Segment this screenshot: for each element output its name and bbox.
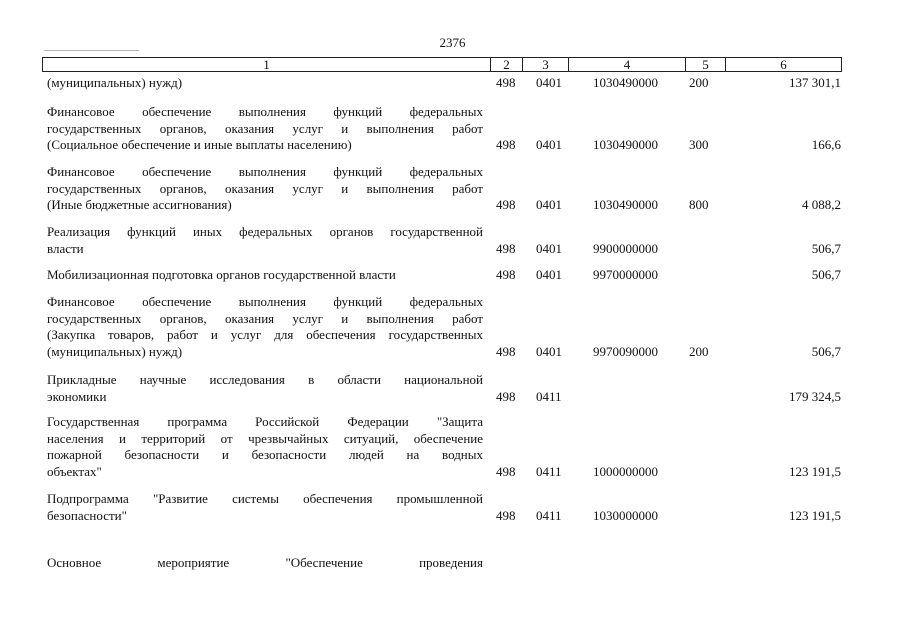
cell-target-article: 9970090000 <box>593 343 658 359</box>
cell-expense-type: 300 <box>689 137 709 152</box>
cell-amount: 506,7 <box>811 267 841 282</box>
cell-expense-type: 200 <box>689 75 709 90</box>
cell-section: 0401 <box>536 267 562 282</box>
description-line: государственных органов, оказания услуг и выполнения работ <box>47 310 483 326</box>
description-line: Прикладные научные исследования в области национальной <box>47 372 483 387</box>
cell-target-article: 1030490000 <box>593 197 658 212</box>
cell-section: 0401 <box>536 197 562 212</box>
description-line: (Социальное обеспечение и иные выплаты населению) <box>47 137 352 152</box>
description-line: пожарной безопасности и безопасности людей на водных <box>47 447 483 462</box>
table-row <box>0 555 905 572</box>
cell-section: 0401 <box>536 343 562 359</box>
row-description <box>47 372 483 405</box>
cell-amount: 137 301,1 <box>789 75 841 90</box>
row-description <box>47 294 483 360</box>
header-col-5: 5 <box>685 58 725 71</box>
cell-grbs: 498 <box>496 240 516 256</box>
cell-grbs: 498 <box>496 197 516 212</box>
description-line: (муниципальных) нужд) <box>47 75 183 90</box>
row-description <box>47 267 483 284</box>
cell-grbs: 498 <box>496 343 516 359</box>
table-row <box>0 164 905 214</box>
cell-expense-type: 800 <box>689 197 709 212</box>
row-description <box>47 164 483 214</box>
cell-amount: 123 191,5 <box>789 507 841 523</box>
description-line: Мобилизационная подготовка органов государственной власти <box>47 267 396 282</box>
cell-section: 0401 <box>536 75 562 90</box>
cell-amount: 506,7 <box>811 240 841 256</box>
cell-target-article: 9900000000 <box>593 240 658 256</box>
table-row <box>0 104 905 154</box>
description-line: Реализация функций иных федеральных органов государственной <box>47 224 483 239</box>
row-description <box>47 414 483 480</box>
cell-grbs: 498 <box>496 267 516 282</box>
cell-amount: 179 324,5 <box>789 388 841 404</box>
row-description <box>47 104 483 154</box>
description-line: Финансовое обеспечение выполнения функций федеральных <box>47 294 483 309</box>
cell-amount: 4 088,2 <box>802 197 841 212</box>
cell-section: 0401 <box>536 137 562 152</box>
table-row <box>0 75 905 92</box>
cell-section: 0411 <box>536 388 562 404</box>
table-row <box>0 372 905 405</box>
cell-grbs: 498 <box>496 137 516 152</box>
description-line: (муниципальных) нужд) <box>47 343 183 359</box>
cell-target-article: 1030490000 <box>593 137 658 152</box>
row-description <box>47 491 483 524</box>
cell-target-article: 9970000000 <box>593 267 658 282</box>
description-line: экономики <box>47 388 107 404</box>
cell-amount: 506,7 <box>811 343 841 359</box>
description-line: Подпрограмма "Развитие системы обеспечения промышленной <box>47 491 483 506</box>
cell-target-article: 1030490000 <box>593 75 658 90</box>
header-col-3: 3 <box>522 58 568 71</box>
table-row <box>0 267 905 284</box>
description-line: объектах" <box>47 463 102 479</box>
row-description <box>47 555 483 572</box>
description-line: государственных органов, оказания услуг и выполнения работ <box>47 180 483 196</box>
cell-section: 0411 <box>536 463 562 479</box>
description-line: населения и территорий от чрезвычайных ситуаций, обеспечение <box>47 430 483 446</box>
description-line: Финансовое обеспечение выполнения функций федеральных <box>47 164 483 179</box>
cell-amount: 123 191,5 <box>789 463 841 479</box>
description-line: Государственная программа Российской Федерации "Защита <box>47 414 483 429</box>
cell-grbs: 498 <box>496 463 516 479</box>
cell-grbs: 498 <box>496 75 516 90</box>
table-row <box>0 224 905 257</box>
cell-grbs: 498 <box>496 388 516 404</box>
table-row <box>0 414 905 480</box>
header-col-6: 6 <box>725 58 841 71</box>
row-description <box>47 224 483 257</box>
header-col-2: 2 <box>490 58 522 71</box>
cell-expense-type: 200 <box>689 343 709 359</box>
table-row <box>0 491 905 524</box>
header-col-1: 1 <box>263 57 270 72</box>
cell-section: 0411 <box>536 507 562 523</box>
description-line: (Закупка товаров, работ и услуг для обеспечения государственных <box>47 327 483 342</box>
table-header <box>42 57 842 72</box>
description-line: (Иные бюджетные ассигнования) <box>47 197 232 212</box>
header-col-4: 4 <box>568 58 685 71</box>
description-line: Основное мероприятие "Обеспечение проведения <box>47 555 483 570</box>
row-description <box>47 75 483 92</box>
description-line: государственных органов, оказания услуг и выполнения работ <box>47 120 483 136</box>
cell-target-article: 1000000000 <box>593 463 658 479</box>
description-line: Финансовое обеспечение выполнения функций федеральных <box>47 104 483 119</box>
cell-target-article: 1030000000 <box>593 507 658 523</box>
cell-section: 0401 <box>536 240 562 256</box>
description-line: власти <box>47 240 84 256</box>
scan-mark-line <box>44 50 139 51</box>
description-line: безопасности" <box>47 507 127 523</box>
page-number: 2376 <box>439 35 466 50</box>
table-row <box>0 294 905 360</box>
cell-amount: 166,6 <box>811 137 841 152</box>
cell-grbs: 498 <box>496 507 516 523</box>
